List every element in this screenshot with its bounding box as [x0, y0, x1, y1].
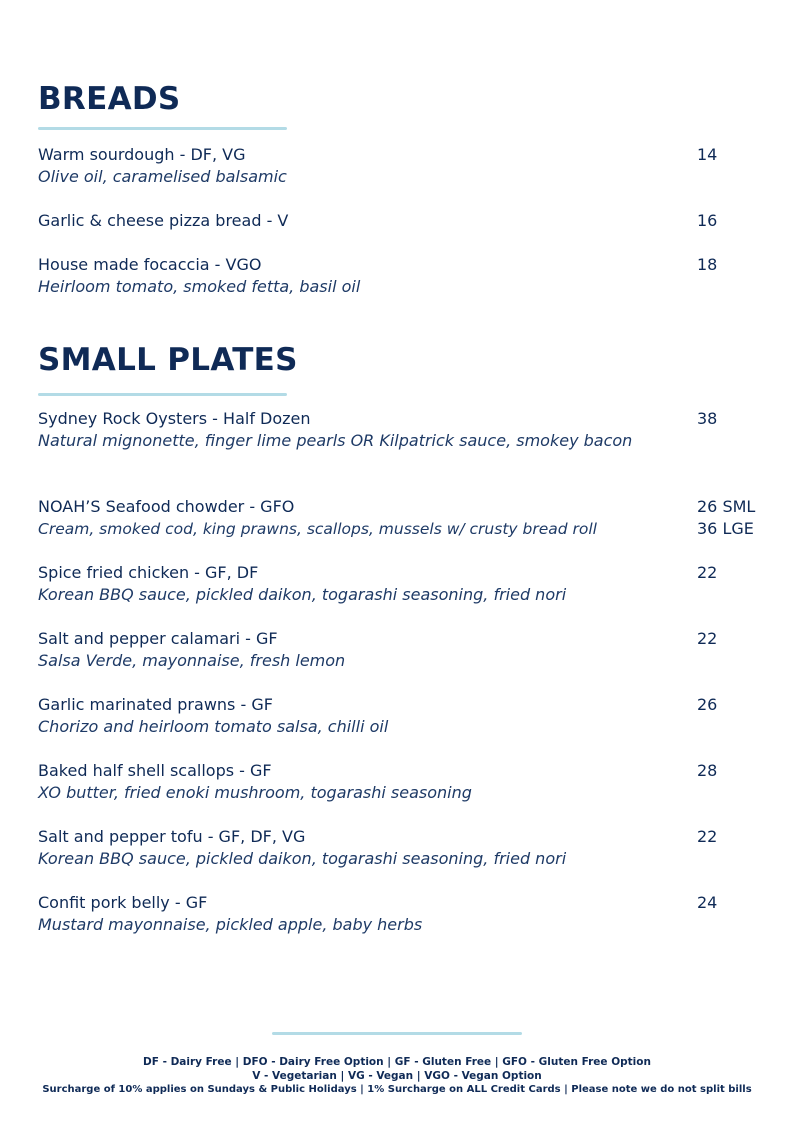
footer-dietary-legend: DF - Dairy Free | DFO - Dairy Free Option | GF - Gluten Free | GFO - Gluten Free Option — [143, 1056, 651, 1068]
item-price: 38 — [697, 409, 718, 428]
section-title-small-plates: SMALL PLATES — [38, 342, 298, 378]
item-name: Spice fried chicken - GF, DF — [38, 563, 259, 582]
item-description: Cream, smoked cod, king prawns, scallops, mussels w/ crusty bread roll — [38, 520, 597, 538]
item-price: 18 — [697, 255, 718, 274]
menu-item — [38, 254, 768, 298]
item-price: 22 — [697, 629, 718, 648]
menu-item — [38, 694, 768, 738]
item-name: Salt and pepper tofu - GF, DF, VG — [38, 827, 306, 846]
item-price: 22 — [697, 563, 718, 582]
item-name: Salt and pepper calamari - GF — [38, 629, 278, 648]
item-name: Garlic marinated prawns - GF — [38, 695, 273, 714]
item-name: Baked half shell scallops - GF — [38, 761, 272, 780]
item-description: Salsa Verde, mayonnaise, fresh lemon — [38, 651, 346, 670]
item-price: 28 — [697, 761, 718, 780]
menu-item — [38, 210, 768, 232]
item-price: 22 — [697, 827, 718, 846]
item-price: 16 — [697, 211, 718, 230]
menu-item — [38, 562, 768, 606]
item-name: Warm sourdough - DF, VG — [38, 145, 246, 164]
item-price: 24 — [697, 893, 718, 912]
item-description: Korean BBQ sauce, pickled daikon, togarashi seasoning, fried nori — [38, 585, 567, 604]
item-price-small: 26 SML — [697, 497, 756, 516]
footer-surcharge-note: Surcharge of 10% applies on Sundays & Public Holidays | 1% Surcharge on ALL Credit Cards | Please note we do not split bills — [42, 1084, 752, 1095]
item-description: Chorizo and heirloom tomato salsa, chilli oil — [38, 717, 389, 736]
item-name: Sydney Rock Oysters - Half Dozen — [38, 409, 311, 428]
menu-item — [38, 408, 768, 452]
menu-item — [38, 628, 768, 672]
item-price: 26 — [697, 695, 718, 714]
item-description: Heirloom tomato, smoked fetta, basil oil — [38, 277, 361, 296]
item-description: Natural mignonette, finger lime pearls OR Kilpatrick sauce, smokey bacon — [38, 431, 633, 450]
footer-dietary-legend-2: V - Vegetarian | VG - Vegan | VGO - Vegan Option — [252, 1070, 542, 1082]
menu-item — [38, 496, 768, 540]
item-name: House made focaccia - VGO — [38, 255, 262, 274]
footer-divider — [272, 1032, 522, 1035]
item-description: Korean BBQ sauce, pickled daikon, togarashi seasoning, fried nori — [38, 849, 567, 868]
item-description: Olive oil, caramelised balsamic — [38, 167, 287, 186]
menu-item — [38, 892, 768, 936]
item-description: XO butter, fried enoki mushroom, togarashi seasoning — [38, 783, 472, 802]
item-name: Garlic & cheese pizza bread - V — [38, 211, 289, 230]
item-name: NOAH’S Seafood chowder - GFO — [38, 497, 295, 516]
menu-item — [38, 760, 768, 804]
item-price-large: 36 LGE — [697, 519, 754, 538]
section-divider — [38, 127, 287, 130]
item-name: Confit pork belly - GF — [38, 893, 208, 912]
item-price: 14 — [697, 145, 718, 164]
menu-item — [38, 144, 768, 188]
menu-item — [38, 826, 768, 870]
item-description: Mustard mayonnaise, pickled apple, baby herbs — [38, 915, 423, 934]
section-title-breads: BREADS — [38, 81, 181, 117]
section-divider — [38, 393, 287, 396]
